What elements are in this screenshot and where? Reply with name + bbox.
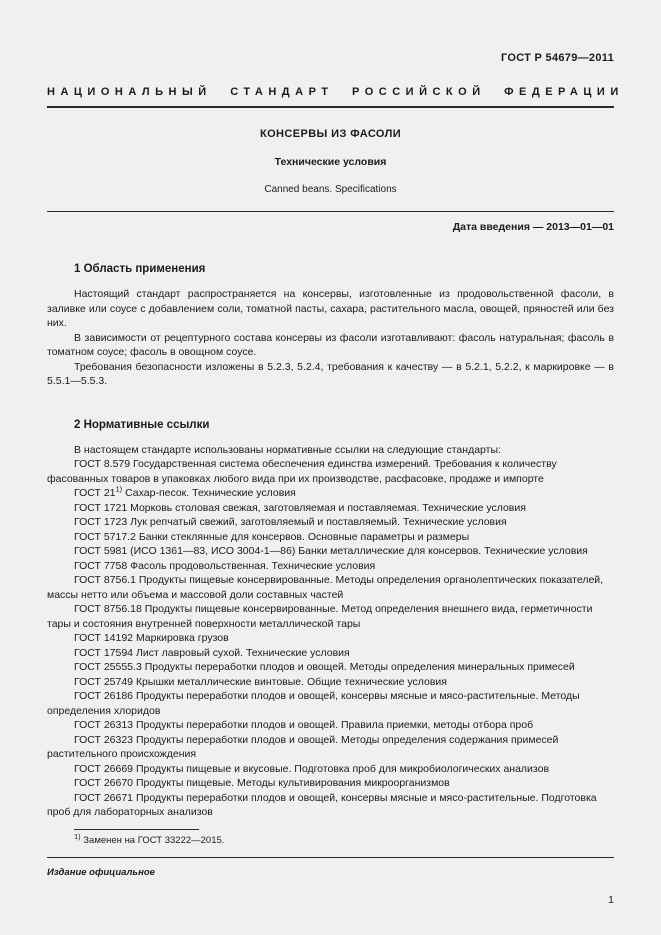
reference-item: ГОСТ 8756.18 Продукты пищевые консервированные. Метод определения внешнего вида, герметичности тары и состояния внутренней поверхности металлической тары	[47, 603, 593, 630]
introduction-date: Дата введения — 2013—01—01	[452, 221, 614, 233]
reference-item: ГОСТ 26313 Продукты переработки плодов и овощей. Правила приемки, методы отбора проб	[74, 719, 534, 731]
title-rule	[47, 211, 614, 212]
reference-item: ГОСТ 26186 Продукты переработки плодов и овощей, консервы мясные и мясо-растительные. Методы определения хлоридов	[47, 690, 580, 717]
reference-item: ГОСТ 1721 Морковь столовая свежая, заготовляемая и поставляемая. Технические условия	[74, 501, 526, 514]
reference-item: ГОСТ 26670 Продукты пищевые. Методы культивирования микроорганизмов	[74, 777, 450, 789]
section-1-heading: 1 Область применения	[74, 263, 206, 275]
reference-text: Сахар-песок. Технические условия	[122, 487, 296, 499]
reference-item: ГОСТ 7758 Фасоль продовольственная. Технические условия	[74, 559, 376, 572]
reference-item: ГОСТ 8756.1 Продукты пищевые консервированные. Методы определения органолептических показателей, массы нетто или объема и массовой доли составных частей	[47, 574, 604, 601]
references-intro: В настоящем стандарте использованы нормативные ссылки на следующие стандарты:	[74, 443, 501, 456]
standard-type-line: НАЦИОНАЛЬНЫЙ СТАНДАРТ РОССИЙСКОЙ ФЕДЕРАЦИИ	[47, 86, 624, 98]
footnote	[47, 831, 614, 847]
footnote-text: Заменен на ГОСТ 33222—2015.	[80, 834, 225, 846]
header-rule	[47, 106, 614, 108]
reference-item: ГОСТ 26323 Продукты переработки плодов и овощей. Методы определения содержания примесей растительного происхождения	[47, 733, 559, 760]
reference-item: ГОСТ 25555.3 Продукты переработки плодов и овощей. Методы определения минеральных примесей	[74, 661, 575, 673]
normative-references-list	[47, 443, 614, 820]
page-number: 1	[608, 893, 614, 906]
reference-item: ГОСТ 14192 Маркировка грузов	[74, 632, 229, 644]
reference-item: ГОСТ 8.579 Государственная система обеспечения единства измерений. Требования к количеству фасованных товаров в упаковках любого вида при их производстве, расфасовке, продаже и импорте	[47, 458, 557, 485]
reference-item: ГОСТ 25749 Крышки металлические винтовые. Общие технические условия	[74, 675, 447, 688]
footer-rule	[47, 857, 614, 858]
reference-item: ГОСТ 26671 Продукты переработки плодов и овощей, консервы мясные и мясо-растительные. Подготовка проб для лабораторных анализов	[47, 791, 597, 818]
section-2-heading: 2 Нормативные ссылки	[74, 418, 210, 431]
document-subtitle: Технические условия	[274, 156, 387, 168]
doc-number: ГОСТ Р 54679—2011	[500, 52, 614, 64]
reference-text: ГОСТ 21	[74, 487, 116, 499]
paragraph: Настоящий стандарт распространяется на консервы, изготовленные из продовольственной фасоли, в заливке или соусе с добавлением соли, томатной пасты, сахара, растительного масла, овощей, пряностей или без них.	[47, 288, 614, 329]
footnote-separator	[74, 829, 199, 830]
reference-item	[47, 486, 614, 501]
reference-item: ГОСТ 5981 (ИСО 1361—83, ИСО 3004-1—86) Банки металлические для консервов. Технические условия	[74, 545, 588, 557]
reference-item: ГОСТ 17594 Лист лавровый сухой. Технические условия	[74, 646, 350, 659]
reference-item: ГОСТ 1723 Лук репчатый свежий, заготовляемый и поставляемый. Технические условия	[74, 516, 507, 528]
paragraph: В зависимости от рецептурного состава консервы из фасоли изготавливают: фасоль натуральная; фасоль в томатном соусе; фасоль в овощном соусе.	[47, 331, 614, 358]
reference-item: ГОСТ 5717.2 Банки стеклянные для консервов. Основные параметры и размеры	[74, 530, 470, 543]
footnote-marker: 1)	[115, 484, 123, 494]
paragraph: Требования безопасности изложены в 5.2.3, 5.2.4, требования к качеству — в 5.2.1, 5.2.2, к маркировке — в 5.5.1—5.5.3.	[47, 360, 614, 387]
document-title-english: Canned beans. Specifications	[264, 184, 397, 195]
official-edition-label: Издание официальное	[47, 866, 155, 878]
document-title: КОНСЕРВЫ ИЗ ФАСОЛИ	[259, 128, 401, 140]
footnote-marker: 1)	[74, 831, 81, 841]
reference-item: ГОСТ 26669 Продукты пищевые и вкусовые. Подготовка проб для микробиологических анализов	[74, 762, 550, 775]
